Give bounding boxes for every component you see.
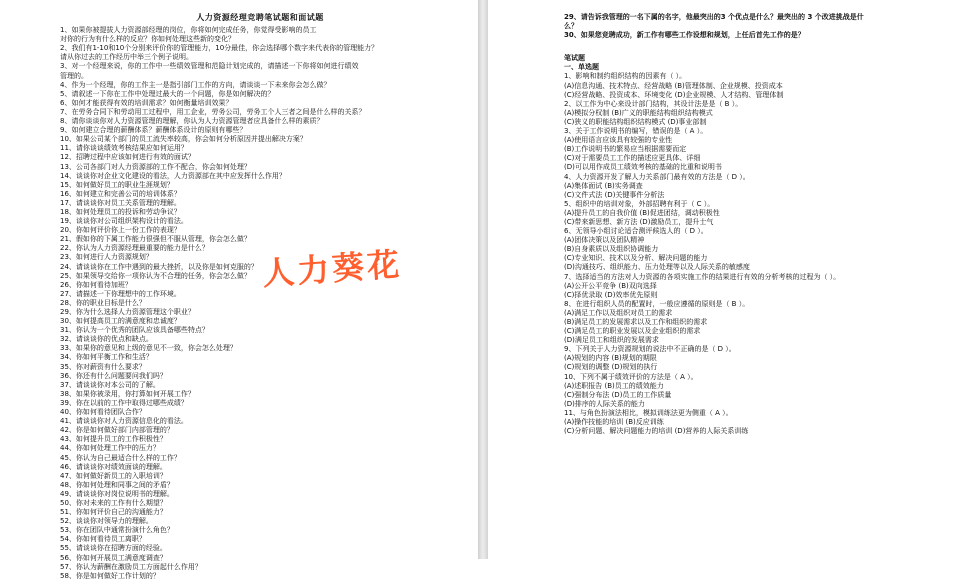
question-line: 36、你还有什么问题要问我们吗？ (60, 371, 167, 380)
question-line: 17、请谈谈你对员工关系管理的理解。 (60, 198, 181, 207)
choice-line: 7、选择适当的方法对人力资源的各项实施工作的结果进行有效的分析考核的过程为（ ）。 (564, 272, 841, 281)
question-line: 40、你如何看待团队合作？ (60, 408, 146, 417)
choice-line: (C)狭义的职能结构组织结构模式 (D)事业部制 (564, 117, 707, 126)
choice-line: 4、人力资源开发了解人力关系部门最有效的方法是（ D ）。 (564, 172, 750, 181)
choice-line: (C)规划的调整 (D)规划的执行 (564, 363, 658, 372)
choice-line: 6、无领导小组讨论适合测评候选人的（ D ）。 (564, 227, 708, 236)
document-title: 人力资源经理竞聘笔试题和面试题 (196, 13, 324, 22)
question-line: 7、在劳务合同下和劳动用工过程中，用工企业，劳务公司，劳务工个人三者之间是什么样的关系？ (60, 107, 366, 116)
watermark-text: 人力葵花 (260, 245, 404, 293)
choice-line: (A)团体决策以及团队精神 (564, 236, 645, 245)
question-line: 58、你是如何做好工作计划的？ (60, 571, 160, 580)
question-line: 24、请谈谈你在工作中遇到的最大挫折，以及你是如何克服的？ (60, 262, 258, 271)
choice-line: (C)专业知识、技术以及分析、解决问题的能力 (564, 254, 708, 263)
choice-line: (A)使用语言应该具有较强的专业性 (564, 136, 673, 145)
document-page-right (488, 0, 968, 559)
choice-line: (A)满足工作以及组织对员工的需求 (564, 308, 673, 317)
choice-line: (A)规划的内容 (B)规划的期限 (564, 354, 657, 363)
question-line: 48、你如何处理和同事之间的矛盾？ (60, 480, 174, 489)
choice-line: (A)集体面试 (B)实务调查 (564, 181, 643, 190)
question-line: 28、你的职业目标是什么？ (60, 298, 146, 307)
section-title: 笔试题 (564, 54, 585, 63)
question-line: 29、你为什么选择人力资源管理这个职业？ (60, 308, 195, 316)
question-line: 43、如何提升员工的工作积极性？ (60, 435, 167, 444)
question-line: 8、请你谈谈你对人力资源管理的理解，你认为人力资源管理者应具备什么样的素质？ (60, 117, 324, 126)
continued-questions (564, 13, 944, 40)
page-gutter (478, 0, 488, 559)
question-line: 46、请谈谈你对绩效面谈的理解。 (60, 462, 167, 471)
choice-line: 5、组织中的培训对象，外部招聘有利于（ C ）。 (564, 199, 715, 208)
choice-line: (C)带来新思想、新方法 (D)激励员工，提升士气 (564, 217, 714, 226)
question-line: 39、你在以前的工作中取得过哪些成绩？ (60, 398, 188, 407)
question-line: 么？ (564, 22, 578, 31)
question-line: 37、请谈谈你对本公司的了解。 (60, 380, 160, 389)
choice-line: (A)提升员工的自我价值 (B)促进团结，调动积极性 (564, 208, 720, 217)
choice-line: 10、下列不属于绩效评价的方法是（ A ）。 (564, 372, 698, 381)
question-line: 请从你过去的工作经历中举三个例子说明。 (60, 53, 193, 62)
choice-line: (C)文件式法 (D)关键事件分析法 (564, 190, 665, 199)
question-line: 50、你对未来的工作有什么期望？ (60, 498, 167, 507)
choice-line: (B)满足员工的发展需求以及工作和组织的需求 (564, 318, 708, 326)
choice-line: (B)自身素质以及组织协调能力 (564, 245, 659, 254)
question-line: 26、你如何看待加班？ (60, 280, 132, 289)
question-line: 30、如果您竞聘成功，新工作有哪些工作设想和规划，上任后首先工作的是？ (564, 31, 805, 40)
question-line: 33、如果你的意见和上级的意见不一致，你会怎么处理？ (60, 344, 237, 353)
question-line: 42、你是如何做好部门内部管理的？ (60, 426, 174, 435)
question-line: 27、请描述一下你理想中的工作环境。 (60, 289, 181, 298)
question-line: 18、如何处理员工的投诉和劳动争议？ (60, 207, 181, 216)
question-line: 54、你如何看待员工离职？ (60, 535, 146, 544)
question-line: 对你的行为有什么样的反应？你如何处理这些新的变化？ (60, 35, 235, 44)
question-line: 38、如果你被录用，你打算如何开展工作？ (60, 389, 195, 398)
question-line: 34、你如何平衡工作和生活？ (60, 353, 153, 362)
choice-line: 3、关于工作说明书的编写，错误的是（ A ）。 (564, 127, 708, 136)
choice-line: (C)强制分布法 (D)员工的工作质量 (564, 390, 672, 399)
multiple-choice-list (564, 72, 944, 436)
question-line: 49、请谈谈你对岗位说明书的理解。 (60, 489, 174, 498)
question-line: 2、我们有1-10和10个分别来评价你的管理能力，10分最佳，你会选择哪个数字来代表你的管理能力？ (60, 44, 379, 53)
question-line: 12、招聘过程中应该如何进行有效的面试？ (60, 153, 195, 162)
subsection-title: 一、单选题 (564, 63, 599, 72)
question-line: 23、如何进行人力资源规划？ (60, 253, 153, 262)
question-line: 30、如何提高员工的满意度和忠诚度？ (60, 317, 181, 326)
question-line: 管理的。 (60, 71, 88, 80)
question-line: 5、请叙述一下你在工作中处理过最大的一个问题，你是如何解决的？ (60, 89, 275, 98)
question-line: 47、如何做好新员工的入职培训？ (60, 471, 167, 480)
question-line: 45、你认为自己最适合什么样的工作？ (60, 453, 181, 462)
choice-line: (D)可以用作成员工绩效考核的基础的比重和说明书 (564, 163, 722, 172)
question-line: 53、你在团队中通常扮演什么角色？ (60, 526, 174, 535)
question-line: 56、你如何开展员工满意度调查？ (60, 553, 167, 562)
question-line: 55、请谈谈你在招聘方面的经验。 (60, 544, 167, 553)
choice-line: 9、下列关于人力资源规划的说法中不正确的是（ D ）。 (564, 345, 736, 354)
document-page-left (0, 0, 478, 580)
question-line: 41、请谈谈你对人力资源信息化的看法。 (60, 417, 188, 426)
question-line: 22、你认为人力资源经理最重要的能力是什么？ (60, 244, 209, 253)
choice-line: (A)信息沟通、技术特点、经营战略 (B)管理体制、企业规模、投资成本 (564, 81, 783, 90)
question-line: 6、如何才能获得有效的培训需求？如何衡量培训效果？ (60, 98, 233, 107)
choice-line: (A)模拟分权制 (B)广义的职能结构组织结构模式 (564, 108, 713, 117)
question-line: 9、如何建立合理的薪酬体系？薪酬体系设计的原则有哪些？ (60, 126, 247, 135)
question-line: 4、作为一个经理，你的工作主一是指引部门工作的方向，请谈谈一下未来你会怎么做？ (60, 80, 331, 89)
choice-line: 8、在进行组织人员的配置时，一般应遵循的原则是（ B ）。 (564, 299, 750, 308)
choice-line: (A)操作技能的培训 (B)反应训练 (564, 418, 664, 427)
choice-line: (B)工作说明书的繁易应当根据需要而定 (564, 145, 687, 154)
choice-line: (C)经营战略、投资成本、环境变化 (D)企业规模、人才结构、管理体制 (564, 90, 784, 99)
interview-question-list (60, 26, 460, 581)
question-line: 51、你如何评价自己的沟通能力？ (60, 508, 167, 517)
question-line: 11、请你谈谈绩效考核结果应如何运用？ (60, 144, 188, 153)
question-line: 13、公司各部门对人力资源部的工作不配合，你会如何处理？ (60, 162, 251, 171)
question-line: 10、如果公司某个部门的员工流失率较高，你会如何分析原因并提出解决方案？ (60, 135, 307, 144)
choice-line: (D)排序的人际关系的能力 (564, 399, 645, 408)
question-line: 1、如果你被提拔人力资源部经理的岗位，你将如何完成任务，你觉得受影响的员工 (60, 26, 317, 35)
question-line: 21、假如你的下属工作能力很强但不服从管理，你会怎么做？ (60, 235, 251, 244)
question-line: 35、你对薪资有什么要求？ (60, 362, 146, 371)
choice-line: (C)分析问题、解决问题能力的培训 (D)营养的人际关系训练 (564, 427, 749, 436)
question-line: 52、谈谈你对领导力的理解。 (60, 517, 153, 526)
choice-line: 2、以工作为中心来设计部门结构，其设计法是是（ B ）。 (564, 99, 743, 108)
choice-line: (A)公开公平竞争 (B)双向选择 (564, 281, 657, 290)
choice-line: (A)述职报告 (B)员工的绩效能力 (564, 381, 664, 390)
question-line: 14、谈谈你对企业文化建设的看法，人力资源部在其中应发挥什么作用？ (60, 171, 286, 180)
choice-line: (D)满足员工和组织的发展需求 (564, 336, 659, 345)
question-line: 3、对一个经理来说，你的工作中一些绩效管理和范隐计划完成的，请描述一下你将如何进行绩效 (60, 62, 359, 71)
choice-line: (C)择优录取 (D)效率优先原则 (564, 290, 658, 299)
choice-line: (D)沟通技巧、组织能力、压力处理等以及人际关系的敏感度 (564, 263, 750, 272)
question-line: 19、谈谈你对公司组织架构设计的看法。 (60, 217, 188, 226)
choice-line: (C)对于需要员工工作的描述应更具体、详细 (564, 154, 701, 163)
choice-line: (C)满足员工的职业发展以及企业组织的需求 (564, 327, 701, 336)
question-line: 20、你如何评价你上一份工作的表现？ (60, 226, 181, 235)
question-line: 16、如何建立和完善公司的培训体系？ (60, 189, 181, 198)
question-line: 15、如何做好员工的职业生涯规划？ (60, 180, 174, 189)
question-line: 29、请告诉我管理的一名下属的名字，他最突出的3 个优点是什么？最突出的 3 个改进挑战是什 (564, 13, 864, 21)
question-line: 44、你如何处理工作中的压力？ (60, 444, 160, 453)
question-line: 57、你认为薪酬在激励员工方面起什么作用？ (60, 562, 202, 571)
question-line: 25、如果领导交给你一项你认为不合理的任务，你会怎么做？ (60, 271, 251, 280)
choice-line: 1、影响和制约组织结构的因素有（ ）。 (564, 72, 687, 81)
question-line: 31、你认为一个优秀的团队应该具备哪些特点？ (60, 326, 209, 335)
choice-line: 11、与角色扮演法相比，模拟训练法更为侧重（ A ）。 (564, 408, 733, 417)
question-line: 32、请谈谈你的优点和缺点。 (60, 335, 153, 344)
